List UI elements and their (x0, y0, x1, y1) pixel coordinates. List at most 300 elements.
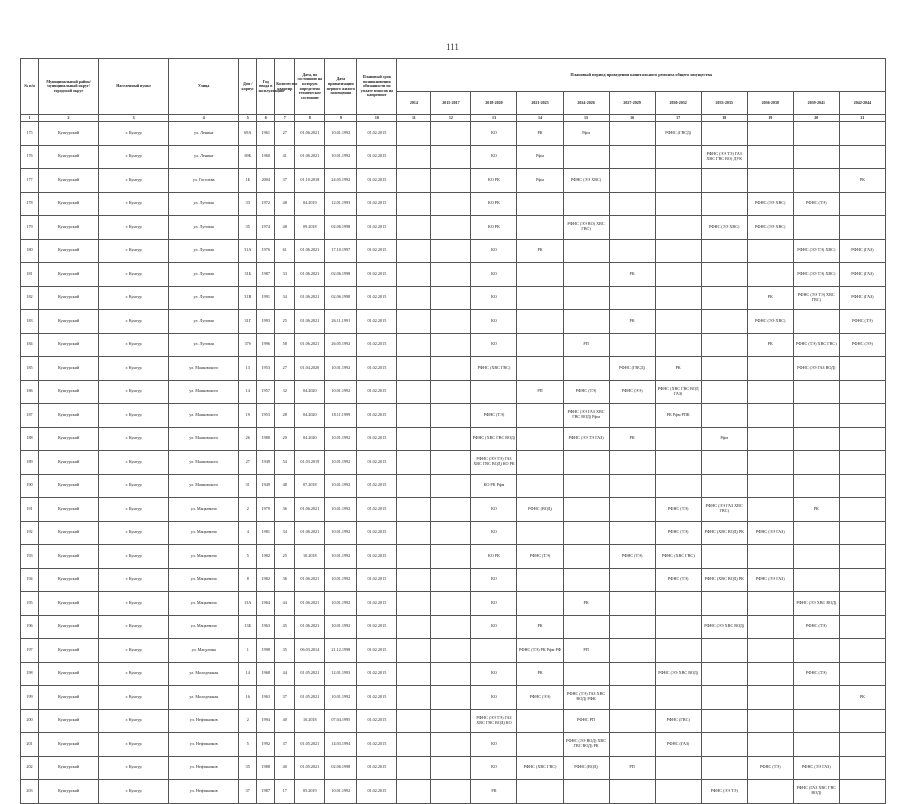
period-cell (431, 333, 471, 357)
table-row (21, 286, 886, 310)
table-row (21, 568, 886, 592)
row-number-cell: 185 (21, 357, 39, 381)
column-number: 16 (609, 115, 655, 122)
period-cell (701, 733, 747, 757)
settlement-cell: г. Кунгур (99, 662, 169, 686)
period-cell: РФНС (ГАЗ) (655, 733, 701, 757)
apartments-cell: 41 (275, 145, 295, 169)
tech-state-date-cell: 01.06.2021 (295, 310, 325, 334)
period-cell: РФНС (ЭЭ ХВС ВОД) (655, 662, 701, 686)
period-cell (609, 568, 655, 592)
period-cell (609, 709, 655, 733)
header-period: 2018-2020 (471, 92, 517, 115)
row-number-cell: 183 (21, 310, 39, 334)
period-cell (701, 662, 747, 686)
settlement-cell: г. Кунгур (99, 686, 169, 710)
period-cell (609, 639, 655, 663)
period-cell (397, 709, 431, 733)
period-cell (793, 545, 839, 569)
period-cell: КО (471, 756, 517, 780)
column-number: 20 (793, 115, 839, 122)
row-number-cell: 194 (21, 568, 39, 592)
planned-start-cell: 01.02.2015 (357, 239, 397, 263)
header-period: 2027-2029 (609, 92, 655, 115)
settlement-cell: г. Кунгур (99, 216, 169, 240)
period-cell: РФНС (ЭЭ ТЭ) ГАЗ ХВС ГВС ВОД) КО РК (471, 451, 517, 475)
privatization-date-cell: 10.01.1992 (325, 545, 357, 569)
period-cell: РФНС (ЭЭ ВО) ХВС ГВС) (563, 216, 609, 240)
settlement-cell: г. Кунгур (99, 145, 169, 169)
tech-state-date-cell: 04.2020 (295, 380, 325, 404)
street-cell: ул. Мацулина (169, 639, 239, 663)
apartments-cell: 35 (275, 639, 295, 663)
period-cell: РФНС (ХВС ВОД) РК (701, 568, 747, 592)
privatization-date-cell: 10.01.1992 (325, 615, 357, 639)
column-number: 10 (357, 115, 397, 122)
settlement-cell: г. Кунгур (99, 709, 169, 733)
apartments-cell: 40 (275, 709, 295, 733)
period-cell (431, 263, 471, 287)
municipality-cell: Кунгурский (39, 733, 99, 757)
period-cell (471, 639, 517, 663)
period-cell: РФНС (ХВС ГВС) (517, 756, 563, 780)
house-cell: 35 (239, 216, 257, 240)
row-number-cell: 200 (21, 709, 39, 733)
table-row (21, 545, 886, 569)
period-cell (701, 709, 747, 733)
apartments-cell: 58 (275, 333, 295, 357)
period-cell (747, 709, 793, 733)
period-cell (397, 780, 431, 804)
apartments-cell: 44 (275, 592, 295, 616)
privatization-date-cell: 10.01.1992 (325, 145, 357, 169)
period-cell (701, 756, 747, 780)
period-cell (431, 145, 471, 169)
period-cell (517, 474, 563, 498)
municipality-cell: Кунгурский (39, 239, 99, 263)
period-cell (793, 733, 839, 757)
municipality-cell: Кунгурский (39, 216, 99, 240)
period-cell: РФНС (ТЭ) ГАЗ ХВС ВОД) РФК (563, 686, 609, 710)
table-row (21, 145, 886, 169)
period-cell: РФНС (ХВС ГВС ВОД) (471, 427, 517, 451)
period-cell (701, 357, 747, 381)
period-cell: РФНС (ТЭ) (793, 662, 839, 686)
table-row (21, 216, 886, 240)
privatization-date-cell: 26.11.1991 (325, 310, 357, 334)
table-row (21, 521, 886, 545)
period-cell (609, 122, 655, 146)
house-cell: 2 (239, 498, 257, 522)
house-cell: 35 (239, 756, 257, 780)
period-cell (793, 474, 839, 498)
period-cell (655, 310, 701, 334)
row-number-cell: 196 (21, 615, 39, 639)
row-number-cell: 181 (21, 263, 39, 287)
period-cell (747, 545, 793, 569)
header-period: 2036-2038 (747, 92, 793, 115)
municipality-cell: Кунгурский (39, 521, 99, 545)
planned-start-cell: 01.02.2015 (357, 380, 397, 404)
column-number: 1 (21, 115, 39, 122)
period-cell (397, 122, 431, 146)
year-built-cell: 1953 (257, 404, 275, 428)
settlement-cell: г. Кунгур (99, 521, 169, 545)
period-cell (397, 639, 431, 663)
privatization-date-cell: 21.12.1998 (325, 639, 357, 663)
municipality-cell: Кунгурский (39, 709, 99, 733)
street-cell: ул. Луговая (169, 192, 239, 216)
period-cell (839, 709, 885, 733)
settlement-cell: г. Кунгур (99, 333, 169, 357)
year-built-cell: 1982 (257, 545, 275, 569)
period-cell (397, 756, 431, 780)
tech-state-date-cell: 01.06.2021 (295, 615, 325, 639)
period-cell (839, 756, 885, 780)
period-cell (655, 780, 701, 804)
header-number: № п/п (21, 59, 39, 115)
period-cell (747, 498, 793, 522)
tech-state-date-cell: 10.2018 (295, 545, 325, 569)
period-cell: РК (609, 427, 655, 451)
tech-state-date-cell: 01.04.2020 (295, 357, 325, 381)
period-cell (701, 286, 747, 310)
period-cell (793, 169, 839, 193)
period-cell: РФНС (ЭЭ ГАЗ ВОД) (793, 357, 839, 381)
period-cell (839, 592, 885, 616)
privatization-date-cell: 26.05.1992 (325, 333, 357, 357)
period-cell (655, 639, 701, 663)
period-cell (517, 263, 563, 287)
settlement-cell: г. Кунгур (99, 615, 169, 639)
table-row (21, 404, 886, 428)
year-built-cell: 1961 (257, 122, 275, 146)
period-cell: РФНС (ГАЗ ХВС ГВС ВОД) (793, 780, 839, 804)
street-cell: ул. Нефтяников (169, 756, 239, 780)
period-cell (655, 427, 701, 451)
row-number-cell: 191 (21, 498, 39, 522)
municipality-cell: Кунгурский (39, 263, 99, 287)
planned-start-cell: 01.02.2015 (357, 780, 397, 804)
privatization-date-cell: 07.04.1995 (325, 709, 357, 733)
period-cell (397, 333, 431, 357)
street-cell: ул. Мацкевича (169, 592, 239, 616)
house-cell: 14 (239, 380, 257, 404)
planned-start-cell: 01.02.2015 (357, 216, 397, 240)
period-cell (839, 404, 885, 428)
settlement-cell: г. Кунгур (99, 427, 169, 451)
header-tech-state-date: Дата, по состоянию на которую определено техническое состояние (295, 59, 325, 115)
privatization-date-cell: 10.01.1992 (325, 568, 357, 592)
settlement-cell: г. Кунгур (99, 545, 169, 569)
house-cell: 1 (239, 639, 257, 663)
period-cell (563, 145, 609, 169)
period-cell (563, 474, 609, 498)
tech-state-date-cell: 07.2018 (295, 474, 325, 498)
period-cell: РК (839, 169, 885, 193)
header-period: 2042-2044 (839, 92, 885, 115)
apartments-cell: 28 (275, 404, 295, 428)
tech-state-date-cell: 01.05.2021 (295, 756, 325, 780)
period-cell: РК (563, 592, 609, 616)
street-cell: ул. Мацкевича (169, 521, 239, 545)
row-number-cell: 190 (21, 474, 39, 498)
period-cell (563, 357, 609, 381)
column-number: 6 (257, 115, 275, 122)
tech-state-date-cell: 01.06.2021 (295, 333, 325, 357)
period-cell (655, 474, 701, 498)
planned-start-cell: 01.02.2015 (357, 756, 397, 780)
settlement-cell: г. Кунгур (99, 169, 169, 193)
period-cell (793, 686, 839, 710)
settlement-cell: г. Кунгур (99, 756, 169, 780)
tech-state-date-cell: 10.2018 (295, 709, 325, 733)
period-cell: КО РК Рфм (471, 474, 517, 498)
period-cell (747, 427, 793, 451)
house-cell: 27 (239, 451, 257, 475)
house-cell: 37 (239, 780, 257, 804)
period-cell: РФНС (ЭЭ ГАЗ) (793, 756, 839, 780)
period-cell (517, 310, 563, 334)
period-cell (839, 780, 885, 804)
period-cell (655, 263, 701, 287)
table-row (21, 310, 886, 334)
period-cell (397, 545, 431, 569)
period-cell (563, 310, 609, 334)
tech-state-date-cell: 09.2018 (295, 216, 325, 240)
apartments-cell: 44 (275, 662, 295, 686)
page-number: 111 (446, 42, 459, 52)
table-row (21, 474, 886, 498)
period-cell: РК (517, 239, 563, 263)
period-cell (701, 592, 747, 616)
table-row (21, 756, 886, 780)
period-cell (431, 286, 471, 310)
street-cell: ул. Луговая (169, 310, 239, 334)
column-number: 18 (701, 115, 747, 122)
municipality-cell: Кунгурский (39, 145, 99, 169)
period-cell: КО (471, 263, 517, 287)
settlement-cell: г. Кунгур (99, 122, 169, 146)
table-row (21, 709, 886, 733)
municipality-cell: Кунгурский (39, 498, 99, 522)
period-cell (655, 286, 701, 310)
tech-state-date-cell: 01.06.2021 (295, 263, 325, 287)
period-cell (563, 498, 609, 522)
period-cell (517, 592, 563, 616)
row-number-cell: 188 (21, 427, 39, 451)
period-cell: РФНС (ХВС ВОД) РК (701, 521, 747, 545)
period-cell (431, 169, 471, 193)
house-cell: 8 (239, 568, 257, 592)
header-period: 2030-2032 (655, 92, 701, 115)
period-cell: РФНС (ЭЭ ТЭ) ГАЗ ХВС ГВС ВО) ДУК (701, 145, 747, 169)
privatization-date-cell: 12.01.1993 (325, 662, 357, 686)
period-cell (839, 474, 885, 498)
period-cell (397, 662, 431, 686)
period-cell: РФНС (ЭЭ ТЭ) ГАЗ ХВС ГВС ВОД) КО (471, 709, 517, 733)
period-cell: КО (471, 733, 517, 757)
settlement-cell: г. Кунгур (99, 404, 169, 428)
period-cell: РФНС (ТЭ) РК Рфм РФ (517, 639, 563, 663)
year-built-cell: 1987 (257, 263, 275, 287)
period-cell (431, 451, 471, 475)
apartments-cell: 36 (275, 498, 295, 522)
tech-state-date-cell: 01.05.2021 (295, 662, 325, 686)
apartments-cell: 37 (275, 686, 295, 710)
street-cell: ул. Луговая (169, 216, 239, 240)
planned-start-cell: 01.02.2015 (357, 733, 397, 757)
house-cell: 37б (239, 333, 257, 357)
settlement-cell: г. Кунгур (99, 474, 169, 498)
period-cell (839, 122, 885, 146)
privatization-date-cell: 02.06.1998 (325, 216, 357, 240)
municipality-cell: Кунгурский (39, 780, 99, 804)
year-built-cell: 1949 (257, 474, 275, 498)
period-cell: РК (517, 662, 563, 686)
period-cell (431, 545, 471, 569)
period-cell (793, 451, 839, 475)
apartments-cell: 36 (275, 568, 295, 592)
year-built-cell: 1949 (257, 451, 275, 475)
planned-start-cell: 01.02.2015 (357, 568, 397, 592)
period-cell (431, 239, 471, 263)
year-built-cell: 1960 (257, 145, 275, 169)
street-cell: ул. Нефтяников (169, 733, 239, 757)
year-built-cell: 1972 (257, 192, 275, 216)
row-number-cell: 175 (21, 122, 39, 146)
period-cell (655, 145, 701, 169)
period-cell: КО (471, 333, 517, 357)
year-built-cell: 1963 (257, 686, 275, 710)
period-cell (397, 216, 431, 240)
tech-state-date-cell: 01.06.2021 (295, 568, 325, 592)
street-cell: ул. Нефтяников (169, 709, 239, 733)
period-cell: РФНС (ЭЭ ГАЗ) (747, 521, 793, 545)
table-row (21, 122, 886, 146)
apartments-cell: 48 (275, 474, 295, 498)
settlement-cell: г. Кунгур (99, 263, 169, 287)
period-cell (839, 357, 885, 381)
period-cell: РФНС (ВОД) (563, 756, 609, 780)
period-cell (609, 404, 655, 428)
street-cell: ул. Маяковского (169, 474, 239, 498)
period-cell: РФНС (ТЭ) (655, 498, 701, 522)
header-settlement: Населенный пункт (99, 59, 169, 115)
planned-start-cell: 01.02.2015 (357, 286, 397, 310)
table-row (21, 733, 886, 757)
period-cell: КО РК (471, 192, 517, 216)
period-cell: РФНС (ГВС) (655, 709, 701, 733)
apartments-cell: 54 (275, 451, 295, 475)
period-cell (839, 451, 885, 475)
year-built-cell: 1993 (257, 310, 275, 334)
period-cell: РК (609, 310, 655, 334)
period-cell (747, 380, 793, 404)
street-cell: ул. Мацкевича (169, 568, 239, 592)
municipality-cell: Кунгурский (39, 380, 99, 404)
tech-state-date-cell: 01.06.2021 (295, 239, 325, 263)
period-cell: КО РК (471, 169, 517, 193)
header-planned-start: Плановый срок возникновения обязанности по уплате взносов на капремонт (357, 59, 397, 115)
table-row (21, 451, 886, 475)
apartments-cell: 40 (275, 756, 295, 780)
planned-start-cell: 01.02.2015 (357, 333, 397, 357)
period-cell (793, 568, 839, 592)
period-cell (563, 568, 609, 592)
period-cell: Рфм (701, 427, 747, 451)
period-cell: РФНС (ЭЭ ХВС) (563, 169, 609, 193)
row-number-cell: 186 (21, 380, 39, 404)
period-cell (431, 780, 471, 804)
header-period: 2024-2026 (563, 92, 609, 115)
period-cell: РП (563, 333, 609, 357)
period-cell: РФНС РП (563, 709, 609, 733)
period-cell (431, 662, 471, 686)
row-number-cell: 177 (21, 169, 39, 193)
period-cell (747, 239, 793, 263)
house-cell: 31Г (239, 310, 257, 334)
privatization-date-cell: 10.01.1992 (325, 122, 357, 146)
column-number: 12 (431, 115, 471, 122)
planned-start-cell: 01.02.2015 (357, 662, 397, 686)
municipality-cell: Кунгурский (39, 333, 99, 357)
period-cell: РФНС (ЭЭ ГАЗ ХВС ГВС ВОД) Рфм (563, 404, 609, 428)
municipality-cell: Кунгурский (39, 310, 99, 334)
year-built-cell: 1987 (257, 780, 275, 804)
row-number-cell: 199 (21, 686, 39, 710)
period-cell (655, 451, 701, 475)
period-cell (397, 145, 431, 169)
tech-state-date-cell: 04.2019 (295, 192, 325, 216)
period-cell: РК (793, 498, 839, 522)
period-cell (655, 192, 701, 216)
period-cell (609, 521, 655, 545)
period-cell (701, 404, 747, 428)
period-cell (563, 615, 609, 639)
period-cell (609, 592, 655, 616)
settlement-cell: г. Кунгур (99, 639, 169, 663)
period-cell (747, 145, 793, 169)
period-cell (563, 192, 609, 216)
planned-start-cell: 01.02.2015 (357, 169, 397, 193)
period-cell (517, 216, 563, 240)
privatization-date-cell: 10.01.1992 (325, 427, 357, 451)
period-cell (609, 239, 655, 263)
year-built-cell: 1980 (257, 427, 275, 451)
table-row (21, 662, 886, 686)
house-cell: 33 (239, 192, 257, 216)
period-cell (397, 404, 431, 428)
period-cell: РФНС (ЭЭ ТЭ ГАЗ) (563, 427, 609, 451)
period-cell (397, 733, 431, 757)
period-cell: РК (471, 780, 517, 804)
apartments-cell: 48 (275, 192, 295, 216)
row-number-cell: 184 (21, 333, 39, 357)
period-cell: КО (471, 662, 517, 686)
period-cell (517, 333, 563, 357)
period-cell (747, 357, 793, 381)
period-cell: РФНС (ТЭ) (793, 615, 839, 639)
period-cell: РФНС (ХВС ГВС) (655, 545, 701, 569)
period-cell (431, 733, 471, 757)
planned-start-cell: 01.02.2015 (357, 427, 397, 451)
privatization-date-cell: 02.06.1998 (325, 756, 357, 780)
period-cell (517, 286, 563, 310)
house-cell: 13А (239, 592, 257, 616)
period-cell: РФНС (ЭЭ ТЭ) ХВС) (793, 263, 839, 287)
period-cell: КО (471, 145, 517, 169)
